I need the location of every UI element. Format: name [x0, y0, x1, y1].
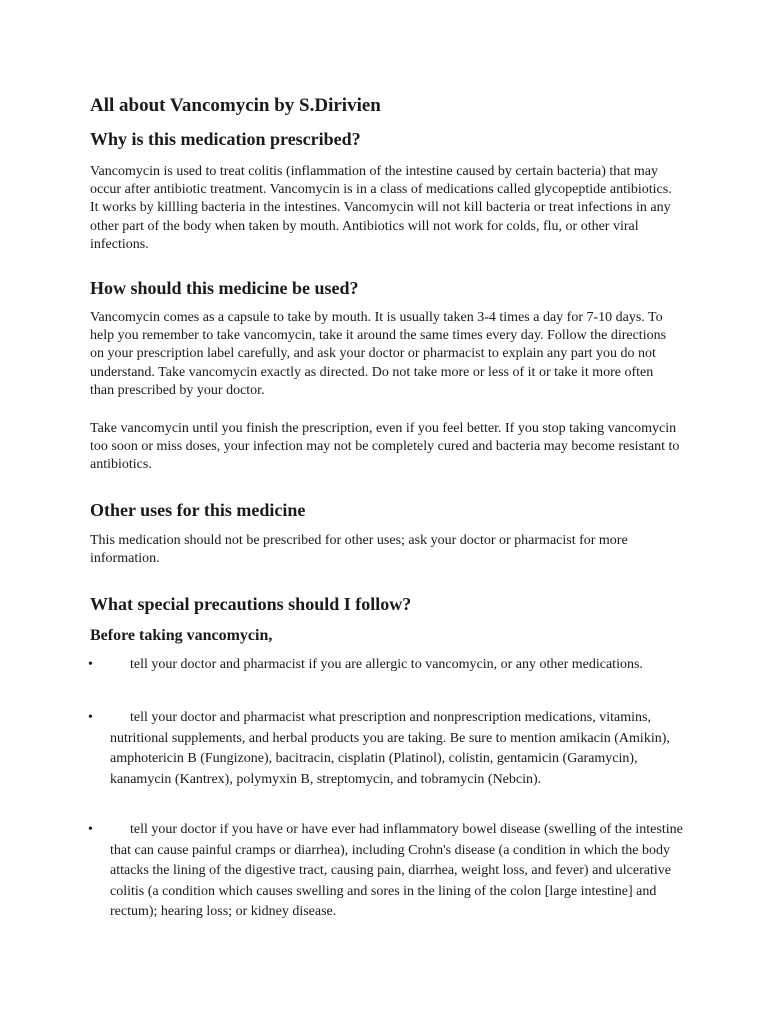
list-item: [90, 708, 690, 790]
bullet-icon: •: [88, 822, 93, 837]
paragraph-why-prescribed: Vancomycin is used to treat colitis (inflammation of the intestine caused by certain bacteria) that may occur after antibiotic treatment. Vancomycin is in a class of medications called glycopeptide antibiotics. It works by killling bacteria in the intestines. Vancomycin will not kill bacteria or treat infections in any other part of the body when taken by mouth. Antibiotics will not work for colds, flu, or other viral infections.: [90, 164, 672, 252]
list-item-text: tell your doctor and pharmacist if you are allergic to vancomycin, or any other medications.: [130, 657, 643, 672]
list-item: [90, 655, 690, 676]
paragraph-other-uses: This medication should not be prescribed for other uses; ask your doctor or pharmacist for more information.: [90, 533, 628, 567]
bullet-icon: •: [88, 657, 93, 672]
section-heading-why-prescribed: Why is this medication prescribed?: [90, 129, 361, 149]
list-item: [90, 820, 690, 923]
section-heading-other-uses: Other uses for this medicine: [90, 500, 306, 520]
paragraph-how-used-1: Vancomycin comes as a capsule to take by mouth. It is usually taken 3-4 times a day for 7-10 days. To help you remember to take vancomycin, take it around the same times every day. Follow the directions on your prescription label carefully, and ask your doctor or pharmacist to explain any part you do not understand. Take vancomycin exactly as directed. Do not take more or less of it or take it more often than prescribed by your doctor.: [90, 310, 667, 398]
bullet-icon: •: [88, 710, 93, 725]
subheading-before-taking: Before taking vancomycin,: [90, 627, 273, 644]
section-heading-precautions: What special precautions should I follow?: [90, 594, 412, 614]
section-heading-how-used: How should this medicine be used?: [90, 278, 359, 298]
list-item-text: tell your doctor and pharmacist what prescription and nonprescription medications, vitamins, nutritional supplements, and herbal products you are taking. Be sure to mention amikacin (Amikin), amphotericin B (Fungizone), bacitracin, cisplatin (Platinol), colistin, gentamicin (Garamycin), kanamycin (Kantrex), polymyxin B, streptomycin, and tobramycin (Nebcin).: [110, 710, 670, 787]
paragraph-how-used-2: Take vancomycin until you finish the prescription, even if you feel better. If you stop taking vancomycin too soon or miss doses, your infection may not be completely cured and bacteria may become resistant to antibiotics.: [90, 421, 680, 473]
list-item-text: tell your doctor if you have or have ever had inflammatory bowel disease (swelling of the intestine that can cause painful cramps or diarrhea), including Crohn's disease (a condition in which the body attacks the lining of the digestive tract, causing pain, diarrhea, weight loss, and fever) and ulcerative colitis (a condition which causes swelling and sores in the lining of the colon [large intestine] and rectum); hearing loss; or kidney disease.: [110, 822, 683, 919]
document-title: All about Vancomycin by S.Dirivien: [90, 95, 381, 116]
